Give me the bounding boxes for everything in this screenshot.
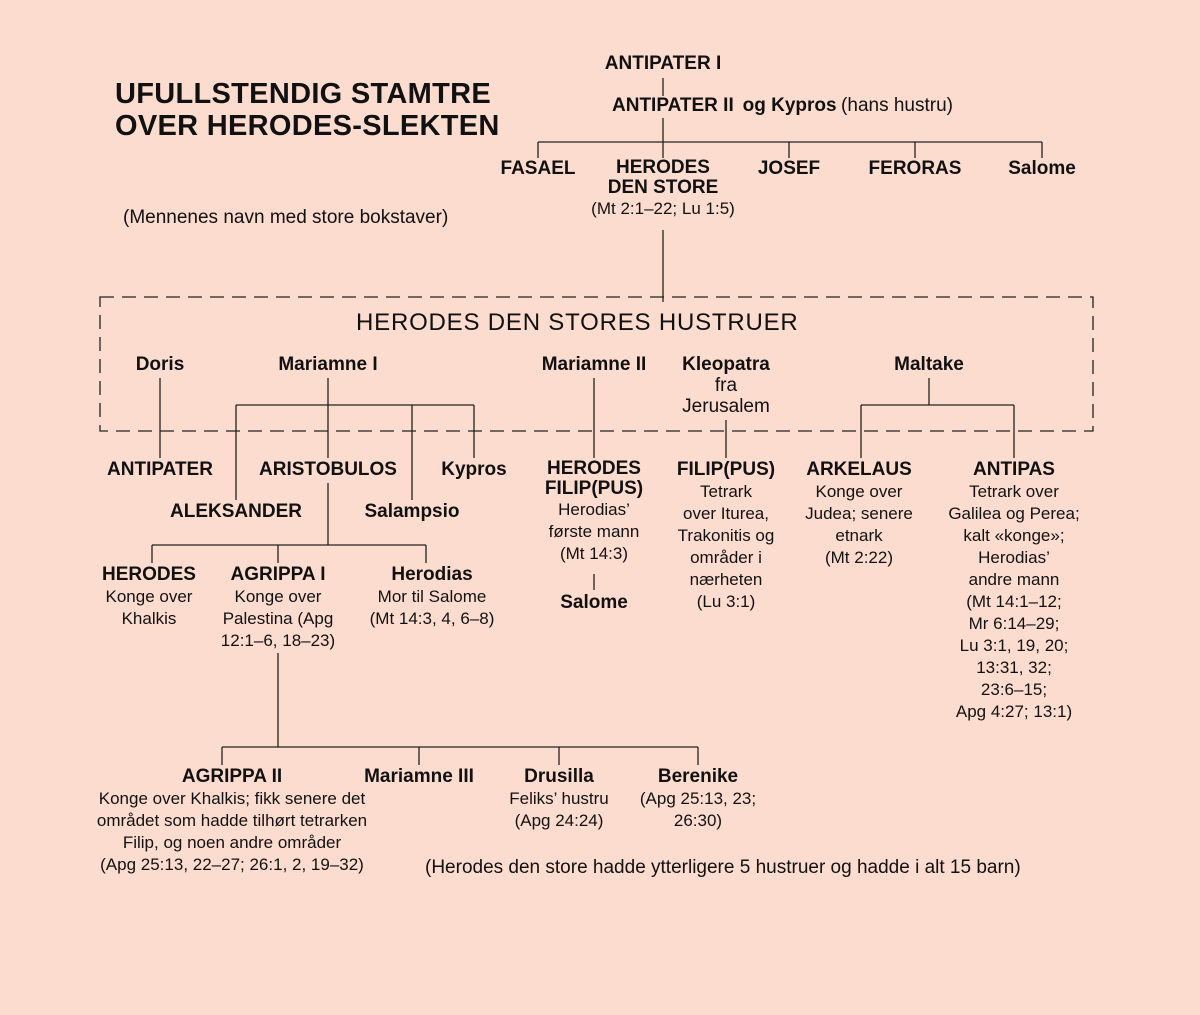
node-agrippa-1: [203, 564, 353, 652]
desc-arkelaus-4: (Mt 2:22): [824, 548, 894, 567]
desc-antipas-5: andre mann: [968, 570, 1060, 589]
name-herodes-line2: DEN STORE: [607, 177, 719, 198]
name-herodias: Herodias: [391, 564, 473, 585]
name-doris: Doris: [135, 354, 185, 375]
desc-herodes-khalkis-1: Konge over: [105, 587, 193, 606]
name-aleksander: ALEKSANDER: [170, 501, 302, 522]
desc-agrippa-1-2: Palestina (Apg: [222, 609, 334, 628]
desc-antipas-11: Apg 4:27; 13:1): [955, 702, 1073, 721]
name-fasael: FASAEL: [500, 158, 576, 179]
desc-herodes-khalkis-2: Khalkis: [121, 609, 177, 628]
name-antipater-son: ANTIPATER: [107, 459, 213, 480]
name-salome-daughter: Salome: [560, 592, 628, 613]
title-line-2: OVER HERODES-SLEKTEN: [115, 110, 500, 142]
node-herodes-den-store: [573, 158, 753, 220]
desc-herodes-filip-1: Herodias’: [558, 500, 630, 519]
name-berenike: Berenike: [657, 766, 739, 787]
desc-agrippa-2-3: Filip, og noen andre områder: [122, 833, 342, 852]
desc-herodes-filip-3: (Mt 14:3): [559, 544, 629, 563]
node-berenike: [628, 766, 768, 832]
name-drusilla: Drusilla: [524, 766, 594, 787]
desc-antipas-4: Herodias’: [978, 548, 1050, 567]
node-antipas: [934, 459, 1094, 723]
desc-agrippa-2-2: området som hadde tilhørt tetrarken: [96, 811, 368, 830]
node-filip: [651, 459, 801, 613]
node-aleksander: [156, 501, 316, 523]
name-salampsio: Salampsio: [364, 501, 460, 522]
name-filip: FILIP(PUS): [676, 459, 776, 480]
name-mariamne-1: Mariamne I: [278, 354, 378, 375]
desc-herodias-2: (Mt 14:3, 4, 6–8): [369, 609, 495, 628]
node-drusilla: [489, 766, 629, 832]
desc-filip-2: over Iturea,: [683, 504, 769, 523]
name-arkelaus: ARKELAUS: [806, 459, 912, 480]
name-herodes-filip-1: HERODES: [547, 458, 641, 479]
node-herodes-khalkis: [84, 564, 214, 630]
name-herodes-khalkis: HERODES: [102, 564, 196, 585]
node-antipater-1: [573, 53, 753, 75]
node-maltake: [869, 354, 989, 376]
desc-berenike-2: 26:30): [673, 811, 723, 830]
desc-arkelaus-1: Konge over: [815, 482, 903, 501]
name-mariamne-3: Mariamne III: [364, 766, 474, 787]
page-title: [115, 78, 500, 142]
name-mariamne-2: Mariamne II: [541, 354, 647, 375]
node-herodias: [352, 564, 512, 630]
desc-herodes-filip-2: første mann: [548, 522, 640, 541]
name-antipater-2: ANTIPATER II: [612, 95, 734, 116]
desc-agrippa-1-1: Konge over: [234, 587, 322, 606]
node-arkelaus: [789, 459, 929, 569]
desc-arkelaus-2: Judea; senere: [805, 504, 913, 523]
name-antipater-1: ANTIPATER I: [604, 53, 722, 74]
name-agrippa-2: AGRIPPA II: [181, 766, 283, 787]
label-hans-hustru: (hans hustru): [841, 95, 953, 116]
name-salome-sister: Salome: [1008, 158, 1076, 179]
desc-filip-1: Tetrark: [700, 482, 752, 501]
node-herodes-filip: [519, 459, 669, 565]
node-kypros-daughter: [424, 459, 524, 481]
desc-agrippa-1-3: 12:1–6, 18–23): [220, 631, 336, 650]
note-more-wives: (Herodes den store hadde ytterligere 5 hustruer og hadde i alt 15 barn): [425, 857, 1021, 878]
desc-filip-4: områder i: [690, 548, 762, 567]
name-og-kypros: og Kypros: [742, 95, 837, 116]
label-kleopatra-fra: fra: [714, 375, 738, 396]
wives-heading: HERODES DEN STORES HUSTRUER: [356, 309, 799, 336]
node-aristobulos: [248, 459, 408, 481]
ref-herodes: (Mt 2:1–22; Lu 1:5): [591, 199, 735, 218]
desc-antipas-6: (Mt 14:1–12;: [966, 592, 1062, 611]
node-salampsio: [342, 501, 482, 523]
desc-antipas-10: 23:6–15;: [980, 680, 1048, 699]
name-aristobulos: ARISTOBULOS: [259, 459, 397, 480]
title-line-1: UFULLSTENDIG STAMTRE: [115, 78, 491, 110]
desc-filip-5: nærheten: [689, 570, 763, 589]
desc-drusilla-2: (Apg 24:24): [514, 811, 604, 830]
node-doris: [100, 354, 220, 376]
name-agrippa-1: AGRIPPA I: [230, 564, 326, 585]
node-antipater-son: [90, 459, 230, 481]
node-feroras: [855, 158, 975, 180]
node-mariamne-2: [514, 354, 674, 376]
desc-antipas-9: 13:31, 32;: [976, 658, 1052, 677]
name-antipas: ANTIPAS: [973, 459, 1055, 480]
desc-antipas-7: Mr 6:14–29;: [968, 614, 1060, 633]
label-kleopatra-jerusalem: Jerusalem: [682, 396, 770, 417]
desc-agrippa-2-1: Konge over Khalkis; fikk senere det: [98, 789, 366, 808]
name-feroras: FERORAS: [868, 158, 962, 179]
desc-antipas-2: Galilea og Perea;: [948, 504, 1080, 523]
node-salome-daughter: [534, 592, 654, 614]
node-kleopatra: [656, 354, 796, 417]
desc-drusilla-1: Feliks’ hustru: [509, 789, 609, 808]
name-herodes-filip-2: FILIP(PUS): [544, 478, 644, 499]
name-kypros-daughter: Kypros: [441, 459, 507, 480]
desc-herodias-1: Mor til Salome: [377, 587, 487, 606]
node-mariamne-1: [248, 354, 408, 376]
name-maltake: Maltake: [894, 354, 964, 375]
desc-antipas-8: Lu 3:1, 19, 20;: [959, 636, 1069, 655]
desc-arkelaus-3: etnark: [835, 526, 883, 545]
note-men-caps: (Mennenes navn med store bokstaver): [123, 207, 449, 228]
node-agrippa-2: [82, 766, 382, 876]
node-antipater-2: [612, 95, 972, 118]
desc-filip-3: Trakonitis og: [677, 526, 775, 545]
name-josef: JOSEF: [757, 158, 821, 179]
name-kleopatra: Kleopatra: [682, 354, 770, 375]
node-mariamne-3: [339, 766, 499, 788]
desc-agrippa-2-4: (Apg 25:13, 22–27; 26:1, 2, 19–32): [100, 855, 364, 874]
desc-berenike-1: (Apg 25:13, 23;: [639, 789, 757, 808]
node-josef: [729, 158, 849, 180]
name-herodes-line1: HERODES: [616, 157, 710, 178]
node-salome-sister: [982, 158, 1102, 180]
desc-antipas-3: kalt «konge»;: [963, 526, 1065, 545]
desc-antipas-1: Tetrark over: [969, 482, 1059, 501]
desc-filip-6: (Lu 3:1): [696, 592, 756, 611]
